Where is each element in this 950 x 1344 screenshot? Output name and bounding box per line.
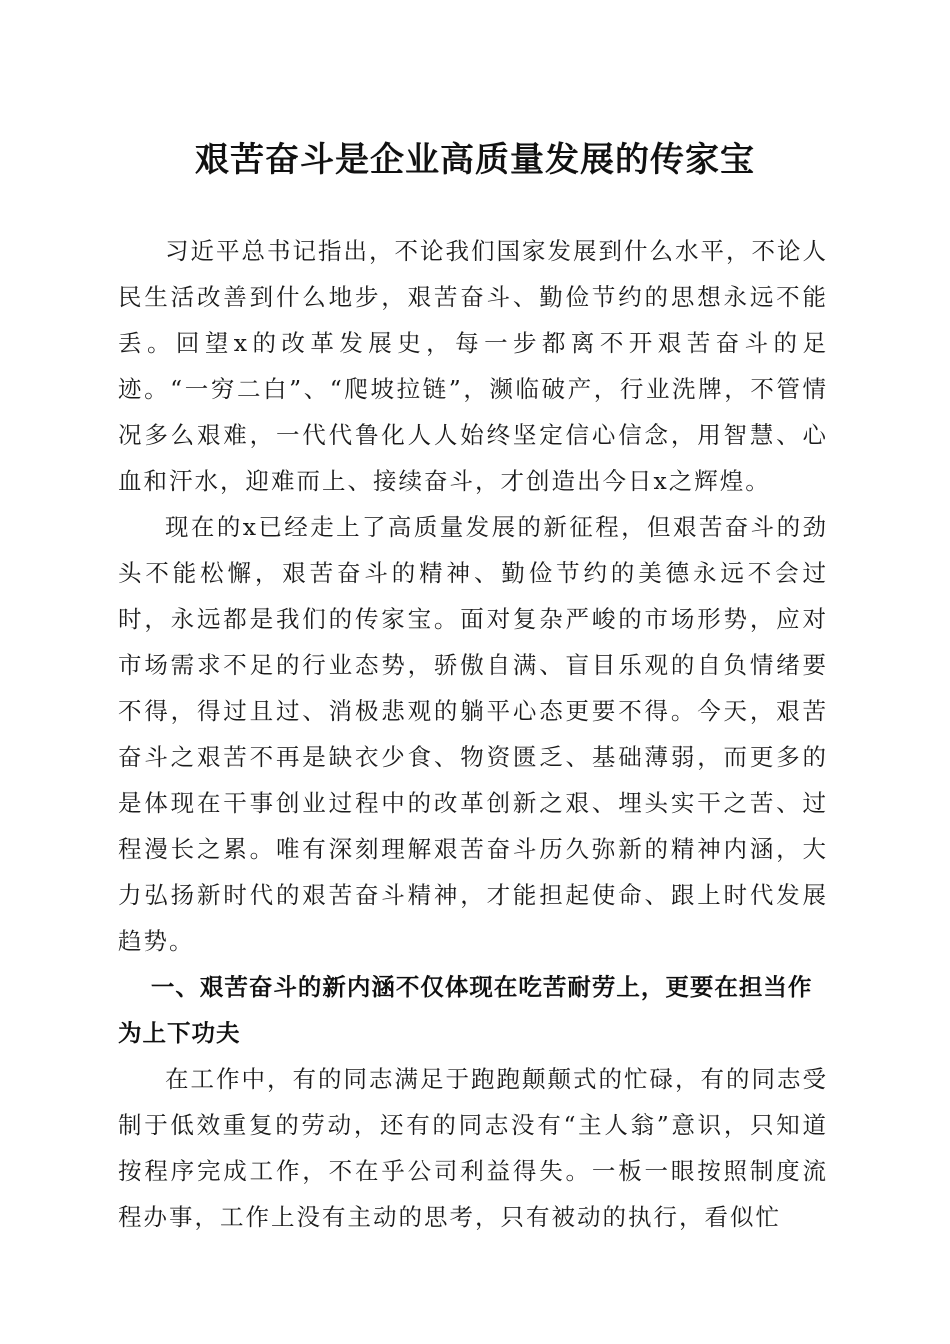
paragraph-section-one: 在工作中，有的同志满足于跑跑颠颠式的忙碌，有的同志受制于低效重复的劳动，还有的同志没有“主人翁”意识，只知道按程序完成工作，不在乎公司利益得失。一板一眼按照制度流程办事，工作上没有主动的思考，只有被动的执行，看似忙 <box>118 1065 828 1231</box>
paragraph-current: 现在的x已经走上了高质量发展的新征程，但艰苦奋斗的劲头不能松懈，艰苦奋斗的精神、勤俭节约的美德永远不会过时，永远都是我们的传家宝。面对复杂严峻的市场形势，应对市场需求不足的行业态势，骄傲自满、盲目乐观的自负情绪要不得，得过且过、消极悲观的躺平心态更要不得。今天，艰苦奋斗之艰苦不再是缺衣少食、物资匮乏、基础薄弱，而更多的是体现在干事创业过程中的改革创新之艰、埋头实干之苦、过程漫长之累。唯有深刻理解艰苦奋斗历久弥新的精神内涵，大力弘扬新时代的艰苦奋斗精神，才能担起使命、跟上时代发展趋势。 <box>118 513 828 955</box>
document-title: 艰苦奋斗是企业高质量发展的传家宝 <box>195 140 755 180</box>
document-body <box>118 228 828 1240</box>
section-heading: 一、艰苦奋斗的新内涵不仅体现在吃苦耐劳上，更要在担当作为上下功夫 <box>118 973 813 1047</box>
paragraph-intro: 习近平总书记指出，不论我们国家发展到什么水平，不论人民生活改善到什么地步，艰苦奋斗、勤俭节约的思想永远不能丢。回望x的改革发展史，每一步都离不开艰苦奋斗的足迹。“一穷二白”、“爬坡拉链”，濒临破产，行业洗牌，不管情况多么艰难，一代代鲁化人人始终坚定信心信念，用智慧、心血和汗水，迎难而上、接续奋斗，才创造出今日x之辉煌。 <box>118 237 828 495</box>
